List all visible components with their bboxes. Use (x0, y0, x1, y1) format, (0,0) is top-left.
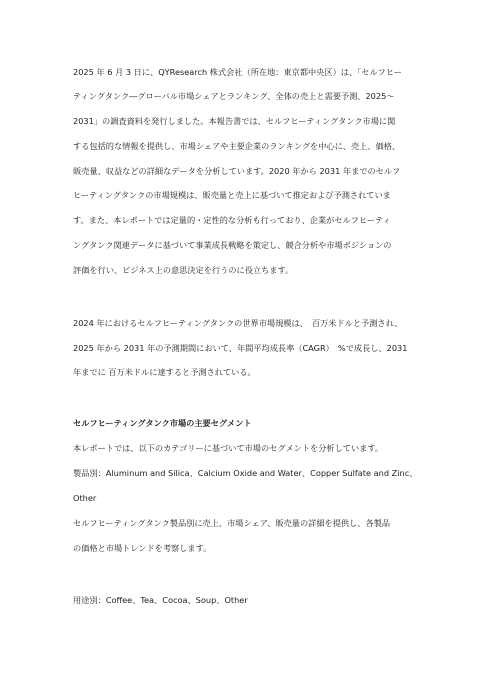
paragraph1-line: する包括的な情報を提供し、市場シェアや主要企業のランキングを中心に、売上、価格、 (73, 141, 401, 151)
paragraph2-line: 2025 年から 2031 年の予測期間において、年間平均成長率（CAGR） %で成長し、2031 (73, 343, 408, 353)
segment-intro: 本レポートでは、以下のカテゴリーに基づいて市場のセグメントを分析しています。 (73, 443, 384, 453)
paragraph1-line: 販売量、収益などの詳細なデータを分析しています。2020 年から 2031 年までのセルフ (73, 166, 401, 176)
paragraph1-line: ティングタンク―グローバル市場シェアとランキング、全体の売上と需要予測、2025～ (73, 91, 395, 101)
paragraph1-line: ングタンク関連データに基づいて事業成長戦略を策定し、競合分析や市場ポジションの (73, 240, 392, 250)
product-segment-line: 製品別：Aluminum and Silica、Calcium Oxide and Water、Copper Sulfate and Zinc、 (73, 468, 418, 478)
paragraph1-line: 評価を行い、ビジネス上の意思決定を行うのに役立ちます。 (73, 265, 294, 275)
product-segment-line: Other (73, 493, 97, 503)
application-segment-line: 用途別：Coffee、Tea、Cocoa、Soup、Other (73, 595, 248, 605)
paragraph2-line: 年までに 百万米ドルに達すると予測されている。 (73, 367, 256, 377)
paragraph1-line: す。また、本レポートでは定量的・定性的な分析も行っており、企業がセルフヒーティ (73, 215, 391, 225)
paragraph1-line: 2031」の調査資料を発行しました。本報告書では、セルフヒーティングタンク市場に関 (73, 116, 396, 126)
section-heading: セルフヒーティングタンク市場の主要セグメント (73, 418, 252, 428)
product-description-line: の価格と市場トレンドを考察します。 (73, 543, 212, 553)
product-description-line: セルフヒーティングタンク製品別に売上、市場シェア、販売量の詳細を提供し、各製品 (73, 518, 391, 528)
paragraph1-line: 2025 年 6 月 3 日に、QYResearch 株式会社（所在地：東京都中央区）は、「セルフヒー (73, 67, 402, 77)
paragraph1-line: ヒーティングタンクの市場規模は、販売量と売上に基づいて推定および予測されていま (73, 190, 391, 200)
paragraph2-line: 2024 年におけるセルフヒーティングタンクの世界市場規模は、 百万米ドルと予測され、 (73, 318, 403, 328)
